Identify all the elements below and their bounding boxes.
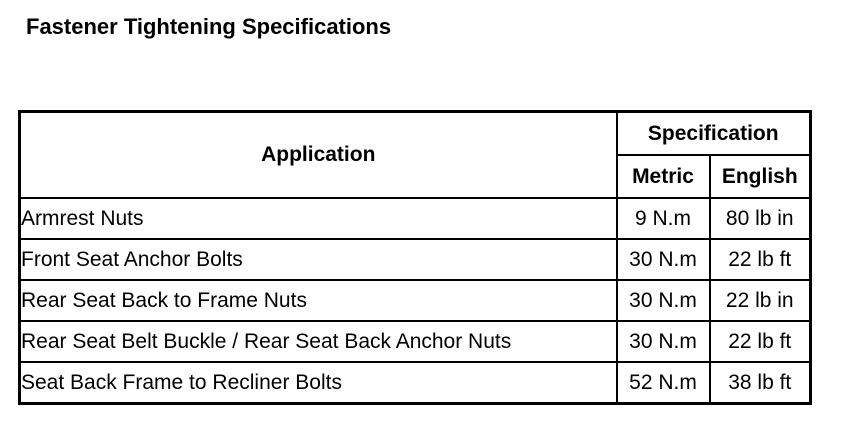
column-header-metric: Metric bbox=[617, 155, 710, 198]
application-cell: Rear Seat Belt Buckle / Rear Seat Back Anchor Nuts bbox=[20, 321, 617, 362]
table-row bbox=[20, 280, 811, 321]
column-header-english: English bbox=[710, 155, 811, 198]
metric-cell: 9 N.m bbox=[617, 198, 710, 239]
fastener-spec-table bbox=[18, 110, 812, 405]
column-header-specification: Specification bbox=[617, 112, 811, 156]
english-cell: 80 lb in bbox=[710, 198, 811, 239]
table-row bbox=[20, 239, 811, 280]
application-cell: Armrest Nuts bbox=[20, 198, 617, 239]
application-cell: Seat Back Frame to Recliner Bolts bbox=[20, 362, 617, 404]
page-title: Fastener Tightening Specifications bbox=[26, 14, 392, 39]
english-cell: 38 lb ft bbox=[710, 362, 811, 404]
table-row bbox=[20, 321, 811, 362]
english-cell: 22 lb in bbox=[710, 280, 811, 321]
table-row bbox=[20, 362, 811, 404]
metric-cell: 30 N.m bbox=[617, 280, 710, 321]
application-cell: Rear Seat Back to Frame Nuts bbox=[20, 280, 617, 321]
english-cell: 22 lb ft bbox=[710, 239, 811, 280]
table-header-row bbox=[20, 112, 811, 156]
column-header-application: Application bbox=[20, 112, 617, 199]
english-cell: 22 lb ft bbox=[710, 321, 811, 362]
metric-cell: 30 N.m bbox=[617, 239, 710, 280]
table-row bbox=[20, 198, 811, 239]
application-cell: Front Seat Anchor Bolts bbox=[20, 239, 617, 280]
metric-cell: 52 N.m bbox=[617, 362, 710, 404]
metric-cell: 30 N.m bbox=[617, 321, 710, 362]
